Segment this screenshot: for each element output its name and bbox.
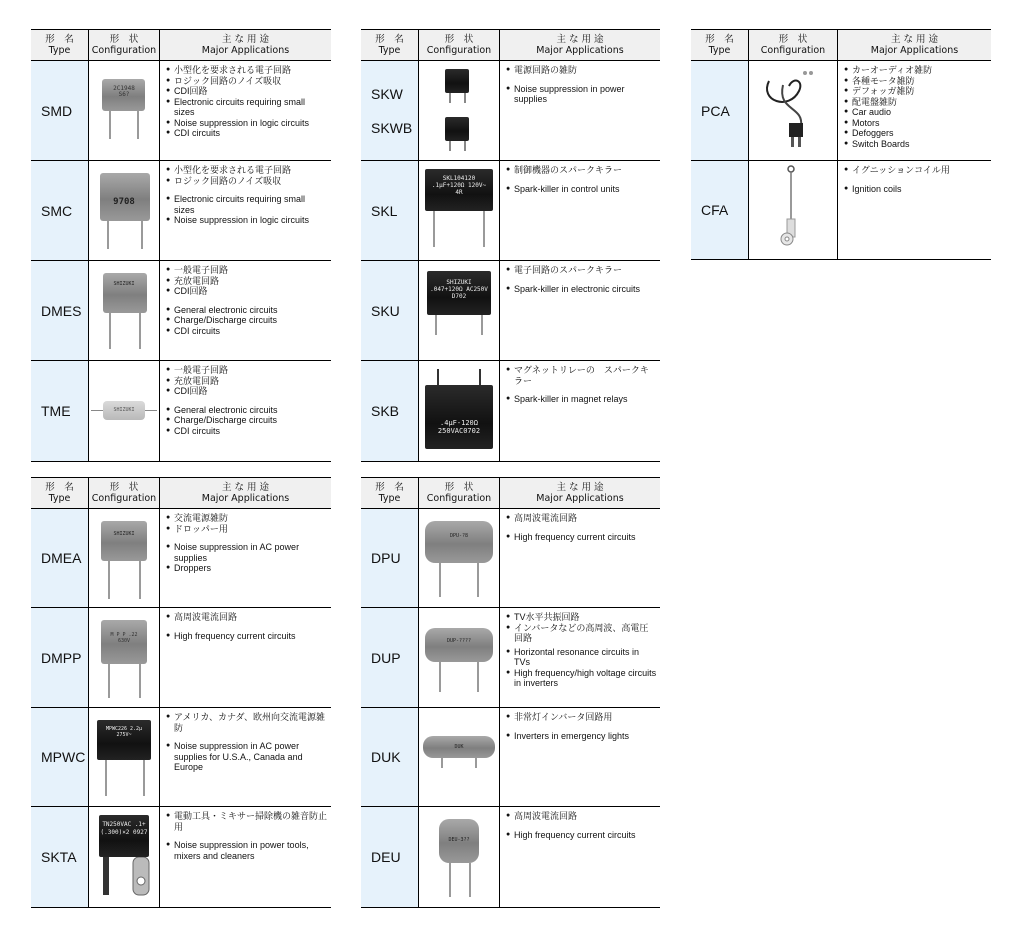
list-item: ● ドロッパー用 — [166, 524, 328, 535]
header-type-jp: 形 名 — [375, 34, 404, 45]
capacitor-image — [418, 361, 499, 461]
marking-text: DPU-?8 — [449, 533, 469, 539]
header-app-jp: 主 な 用 途 — [221, 34, 270, 45]
table-header — [691, 30, 991, 61]
list-item: ● 高周波電流回路 — [166, 612, 328, 623]
list-item: ● General electronic circuits — [166, 305, 328, 316]
table-2 — [361, 29, 660, 462]
list-item: ● 非常灯インバータ回路用 — [506, 712, 657, 723]
list-item: ● Noise suppression in AC power supplies for U.S.A., Canada and Europe — [166, 741, 328, 773]
applications-cell — [159, 608, 331, 707]
applications-cell — [159, 708, 331, 806]
list-item: ● 各種モータ雑防 — [844, 76, 988, 87]
capacitor-image — [88, 261, 159, 360]
type-cell: DPU — [361, 509, 418, 607]
capacitor-image — [418, 161, 499, 260]
list-item: ● アメリカ、カナダ、欧州向交流電源雑防 — [166, 712, 328, 733]
header-type-jp: 形 名 — [45, 34, 74, 45]
header-app-en: Major Applications — [870, 45, 959, 56]
list-item: ● Noise suppression in power tools, mixers and cleaners — [166, 840, 328, 861]
capacitor-image — [88, 361, 159, 461]
marking-text: 9708 — [113, 197, 135, 207]
header-conf-en: Configuration — [426, 493, 492, 504]
list-item: ● 充放電回路 — [166, 376, 328, 387]
list-item: ● Spark-killer in magnet relays — [506, 394, 657, 405]
header-conf-jp: 形 状 — [109, 34, 139, 45]
list-item: ● CDI回路 — [166, 386, 328, 397]
type-cell: SKL — [361, 161, 418, 260]
table-header — [361, 478, 660, 509]
list-item: ● 交流電源雑防 — [166, 513, 328, 524]
list-item: ● ロジック回路のノイズ吸収 — [166, 76, 328, 87]
list-item: ● Defoggers — [844, 128, 988, 139]
header-conf-jp: 形 状 — [109, 482, 139, 493]
header-conf-jp: 形 状 — [444, 34, 474, 45]
capacitor-image — [418, 261, 499, 360]
table-row — [31, 61, 331, 161]
marking-text: SHIZUKI — [113, 281, 135, 287]
list-item: ● CDI circuits — [166, 426, 328, 437]
list-item: ● デフォッガ雑防 — [844, 86, 988, 97]
list-item: ● Charge/Discharge circuits — [166, 415, 328, 426]
list-item: ● High frequency current circuits — [506, 830, 657, 841]
list-item: ● CDI回路 — [166, 286, 328, 297]
list-item: ● 高周波電流回路 — [506, 513, 657, 524]
list-item: ● Spark-killer in control units — [506, 184, 657, 195]
table-row — [691, 161, 991, 259]
list-item: ● General electronic circuits — [166, 405, 328, 416]
applications-cell — [159, 261, 331, 360]
table-row — [361, 261, 660, 361]
applications-cell — [159, 361, 331, 461]
table-header — [31, 478, 331, 509]
type-cell: SKB — [361, 361, 418, 461]
marking-text: DEU-3?? — [448, 837, 470, 843]
marking-text: .4μF-120Ω 250VAC0702 — [437, 419, 481, 435]
table-row — [361, 608, 660, 708]
table-row — [361, 509, 660, 608]
type-cell: MPWC — [31, 708, 88, 806]
capacitor-image — [418, 608, 499, 707]
applications-cell — [499, 708, 660, 806]
header-app-jp: 主 な 用 途 — [556, 34, 604, 45]
table-row — [361, 807, 660, 907]
list-item: ● Charge/Discharge circuits — [166, 315, 328, 326]
header-app-en: Major Applications — [201, 45, 290, 56]
capacitor-image — [88, 509, 159, 607]
list-item: ● CDI回路 — [166, 86, 328, 97]
table-header — [31, 30, 331, 61]
marking-text: MPWC226 2.2μ 275V~ — [105, 726, 143, 738]
applications-cell — [499, 161, 660, 260]
list-item: ● 充放電回路 — [166, 276, 328, 287]
list-item: ● Motors — [844, 118, 988, 129]
table-row — [361, 161, 660, 261]
list-item: ● カーオーディオ雑防 — [844, 65, 988, 76]
applications-cell — [159, 61, 331, 160]
type-cell: DMES — [31, 261, 88, 360]
header-type-jp: 形 名 — [45, 482, 74, 493]
applications-cell — [499, 361, 660, 461]
table-row — [31, 807, 331, 907]
table-row — [31, 509, 331, 608]
table-row — [31, 708, 331, 807]
header-app-en: Major Applications — [536, 493, 624, 504]
type-cell: SKTA — [31, 807, 88, 907]
type-cell: TME — [31, 361, 88, 461]
header-type-en: Type — [708, 45, 731, 56]
table-row — [31, 161, 331, 261]
applications-cell — [837, 61, 991, 160]
marking-text: SHIZUKI — [113, 531, 135, 537]
table-5 — [361, 477, 660, 908]
applications-cell — [159, 509, 331, 607]
list-item: ● Noise suppression in logic circuits — [166, 118, 328, 129]
header-type-jp: 形 名 — [375, 482, 404, 493]
header-type-en: Type — [378, 45, 401, 56]
capacitor-image — [418, 509, 499, 607]
list-item: ● TV水平共振回路 — [506, 612, 657, 623]
list-item: ● インバータなどの高周波、高電圧回路 — [506, 623, 657, 644]
marking-text: SHIZUKI .047+120Ω AC250V D702 — [430, 279, 488, 300]
marking-text: SKL104120 .1μF+120Ω 120V~ 4R — [431, 175, 487, 196]
type-cell: SKU — [361, 261, 418, 360]
capacitor-image — [418, 708, 499, 806]
table-row — [31, 361, 331, 461]
list-item: ● Horizontal resonance circuits in TVs — [506, 647, 657, 668]
list-item: ● High frequency current circuits — [166, 631, 328, 642]
table-row — [31, 608, 331, 708]
list-item: ● 電動工具・ミキサー掃除機の雑音防止用 — [166, 811, 328, 832]
capacitor-image — [418, 61, 499, 160]
list-item: ● Noise suppression in AC power supplies — [166, 542, 328, 563]
header-conf-jp: 形 状 — [778, 34, 808, 45]
applications-cell — [499, 509, 660, 607]
marking-text: M P P .22 630V — [110, 632, 138, 644]
list-item: ● 小型化を要求される電子回路 — [166, 65, 328, 76]
applications-cell — [159, 807, 331, 907]
header-conf-en: Configuration — [91, 45, 157, 56]
list-item: ● Noise suppression in logic circuits — [166, 215, 328, 226]
table-row — [691, 61, 991, 161]
list-item: ● Switch Boards — [844, 139, 988, 150]
list-item: ● ロジック回路のノイズ吸収 — [166, 176, 328, 187]
type-cell: DUK — [361, 708, 418, 806]
header-app-en: Major Applications — [201, 493, 290, 504]
header-type-en: Type — [378, 493, 401, 504]
list-item: ● CDI circuits — [166, 128, 328, 139]
marking-text: SHIZUKI — [113, 407, 135, 413]
table-3 — [691, 29, 991, 260]
applications-cell — [837, 161, 991, 259]
type-cell: DUP — [361, 608, 418, 707]
list-item: ● 配電盤雑防 — [844, 97, 988, 108]
header-type-en: Type — [48, 45, 71, 56]
list-item: ● 電子回路のスパークキラー — [506, 265, 657, 276]
type-cell: DEU — [361, 807, 418, 907]
capacitor-image: 2C1948 S6? — [88, 61, 159, 160]
header-app-jp: 主 な 用 途 — [890, 34, 939, 45]
list-item: ● 一般電子回路 — [166, 265, 328, 276]
type-cell: SMD — [31, 61, 88, 160]
type-label: SKW — [371, 85, 403, 102]
list-item: ● Droppers — [166, 563, 328, 574]
type-cell: DMPP — [31, 608, 88, 707]
applications-cell — [499, 807, 660, 907]
table-1 — [31, 29, 331, 462]
list-item: ● CDI circuits — [166, 326, 328, 337]
list-item: ● 高周波電流回路 — [506, 811, 657, 822]
header-app-jp: 主 な 用 途 — [221, 482, 270, 493]
type-cell — [361, 61, 418, 160]
list-item: ● Noise suppression in power supplies — [506, 84, 657, 105]
header-conf-en: Configuration — [760, 45, 826, 56]
table-4 — [31, 477, 331, 908]
table-row — [31, 261, 331, 361]
table-row — [361, 361, 660, 461]
type-cell: CFA — [691, 161, 748, 259]
marking-text: TN250VAC .1+(.300)×2 0927 — [100, 821, 148, 836]
header-type-jp: 形 名 — [705, 34, 734, 45]
marking-text: DUP-???? — [446, 638, 472, 644]
capacitor-image — [88, 161, 159, 260]
header-conf-en: Configuration — [426, 45, 492, 56]
header-conf-en: Configuration — [91, 493, 157, 504]
list-item: ● Car audio — [844, 107, 988, 118]
table-row — [361, 61, 660, 161]
list-item: ● 電源回路の雑防 — [506, 65, 657, 76]
header-conf-jp: 形 状 — [444, 482, 474, 493]
list-item: ● Spark-killer in electronic circuits — [506, 284, 657, 295]
capacitor-image — [748, 161, 837, 259]
list-item: ● 小型化を要求される電子回路 — [166, 165, 328, 176]
capacitor-image — [748, 61, 837, 160]
header-app-jp: 主 な 用 途 — [556, 482, 604, 493]
applications-cell — [499, 261, 660, 360]
list-item: ● Inverters in emergency lights — [506, 731, 657, 742]
table-row — [361, 708, 660, 807]
header-app-en: Major Applications — [536, 45, 624, 56]
capacitor-image — [418, 807, 499, 907]
list-item: ● 制御機器のスパークキラー — [506, 165, 657, 176]
marking-text: DUK — [454, 744, 464, 750]
list-item: ● 一般電子回路 — [166, 365, 328, 376]
capacitor-image — [88, 708, 159, 806]
applications-cell — [159, 161, 331, 260]
type-label: SKWB — [371, 119, 413, 136]
list-item: ● イグニッションコイル用 — [844, 165, 988, 176]
list-item: ● Electronic circuits requiring small sizes — [166, 194, 328, 215]
type-cell: PCA — [691, 61, 748, 160]
list-item: ● Electronic circuits requiring small sizes — [166, 97, 328, 118]
list-item: ● Ignition coils — [844, 184, 988, 195]
type-cell: DMEA — [31, 509, 88, 607]
list-item: ● High frequency/high voltage circuits in inverters — [506, 668, 657, 689]
table-header — [361, 30, 660, 61]
capacitor-image — [88, 608, 159, 707]
list-item: ● High frequency current circuits — [506, 532, 657, 543]
capacitor-image — [88, 807, 159, 907]
type-cell: SMC — [31, 161, 88, 260]
header-type-en: Type — [48, 493, 71, 504]
list-item: ● マグネットリレーの スパークキラー — [506, 365, 657, 386]
applications-cell — [499, 61, 660, 160]
applications-cell — [499, 608, 660, 707]
